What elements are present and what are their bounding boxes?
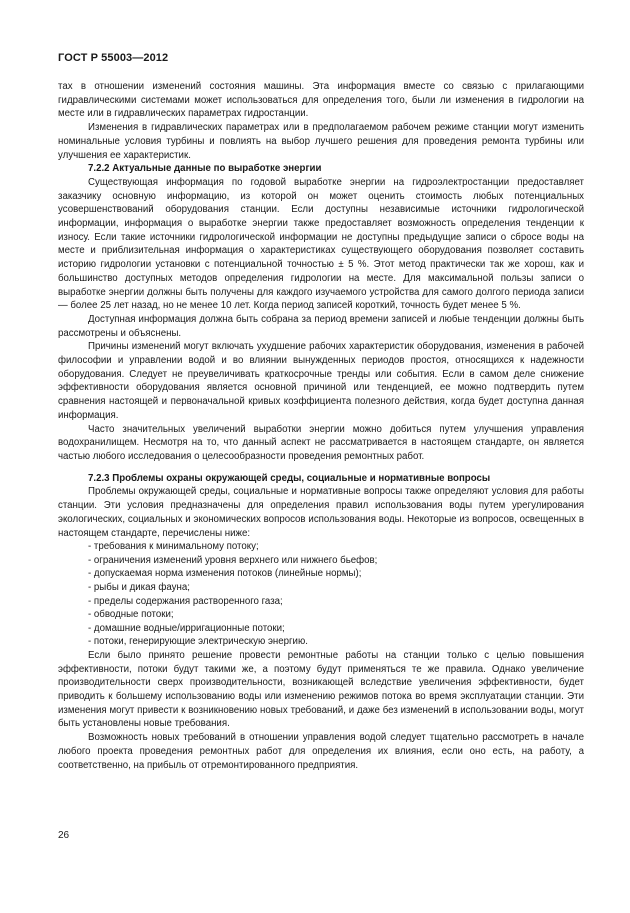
- page-number: 26: [58, 830, 70, 841]
- paragraph-7-2-3-2: Если было принято решение провести ремонтные работы на станции только с целью повышения эффективности, потоки будут такими же, а поэтому будут применяться те же правила. Однако увеличение производительности сверх производительности, возникающей вследствие увеличения эффективности, будет приводить к большему использованию воды или изменению режимов потока во время эксплуатации станции. Эти изменения могут привести к возникновению новых требований, и даже без изменений в использовании воды, могут быть установлены новые требования.: [58, 649, 584, 730]
- list-item: - ограничения изменений уровня верхнего или нижнего бьефов;: [88, 554, 378, 566]
- section-heading-7-2-2: 7.2.2 Актуальные данные по выработке энергии: [88, 163, 322, 175]
- paragraph-intro-continued: тах в отношении изменений состояния машины. Эта информация вместе со связью с прилагающими гидравлическими системами может использоваться для определения того, были ли изменения в гидрологии на месте или в гидравлических параметрах гидростанции.: [58, 81, 584, 120]
- page-header: ГОСТ Р 55003—2012: [58, 52, 169, 64]
- paragraph-hydraulic-changes: Изменения в гидравлических параметрах или в предполагаемом рабочем режиме станции могут изменить номинальные условия турбины и повлиять на выбор лучшего решения для проведения ремонта турбины или улучшения ее характеристик.: [58, 122, 584, 161]
- list-item: - домашние водные/ирригационные потоки;: [88, 622, 285, 634]
- paragraph-7-2-2-3: Причины изменений могут включать ухудшение рабочих характеристик оборудования, изменения в рабочей философии и управлении водой и во влиянии вынужденных периодов простоя, относящихся к надежности оборудования. Следует не преувеличивать краткосрочные тренды или события. Если в самом деле снижение эффективности оборудования является основной причиной или тенденцией, ее можно подтвердить путем сравнения настоящей и первоначальной кривых коэффициента полезного действия, когда будет доступна данная информация.: [58, 341, 584, 421]
- list-item: - потоки, генерирующие электрическую энергию.: [88, 636, 308, 648]
- paragraph-7-2-2-1: Существующая информация по годовой выработке энергии на гидроэлектростанции предоставляет заказчику основную информацию, из которой он может оценить стоимость любых потенциальных усовершенствований оборудования станции. Если доступны независимые источники гидрологической информации, информация о выработке энергии также предоставляет возможность определения тенденции к износу. Если такие источники гидрологической информации не доступны предыдущие записи о сбросе воды на месте и приблизительная информация о характеристиках существующего оборудования позволяет составить историю гидрологии установки с потенциальной точностью ± 5 %. Этот метод практически так же хорош, как и большинство доступных методов определения гидрологии на месте. Для максимальной пользы записи о выработке энергии должны быть получены для каждого изучаемого устройства для самого долгого периода записи — более 25 лет назад, но не менее 10 лет. Когда период записей короткий, точность будет менее 5 %.: [58, 176, 584, 312]
- paragraph-7-2-3-1: Проблемы окружающей среды, социальные и нормативные вопросы также определяют условия для работы станции. Эти условия предназначены для определения правил использования воды путем урегулирования экологических, социальных и экономических вопросов использования воды. Некоторые из вопросов, освещенных в настоящем стандарте, перечислены ниже:: [58, 486, 584, 539]
- list-item: - обводные потоки;: [88, 609, 174, 621]
- list-item: - требования к минимальному потоку;: [88, 541, 259, 553]
- list-item: - рыбы и дикая фауна;: [88, 581, 190, 593]
- list-item: - пределы содержания растворенного газа;: [88, 595, 283, 607]
- section-heading-7-2-3: 7.2.3 Проблемы охраны окружающей среды, социальные и нормативные вопросы: [88, 472, 491, 484]
- document-body: [58, 80, 584, 772]
- paragraph-7-2-2-2: Доступная информация должна быть собрана за период времени записей и любые тенденции должны быть рассмотрены и объяснены.: [58, 313, 584, 339]
- paragraph-7-2-3-3: Возможность новых требований в отношении управления водой следует тщательно рассмотреть в начале любого проекта проведения ремонтных работ для определения их влияния, если оно есть, на работу, а соответственно, на прибыль от отремонтированного предприятия.: [58, 732, 584, 771]
- requirements-list: [58, 540, 584, 649]
- paragraph-7-2-2-4: Часто значительных увеличений выработки энергии можно добиться путем улучшения управления водохранилищем. Несмотря на то, что данный аспект не рассматривается в настоящем стандарте, он является частью любого исследования о целесообразности проведения ремонтных работ.: [58, 423, 584, 462]
- list-item: - допускаемая норма изменения потоков (линейные нормы);: [88, 568, 362, 580]
